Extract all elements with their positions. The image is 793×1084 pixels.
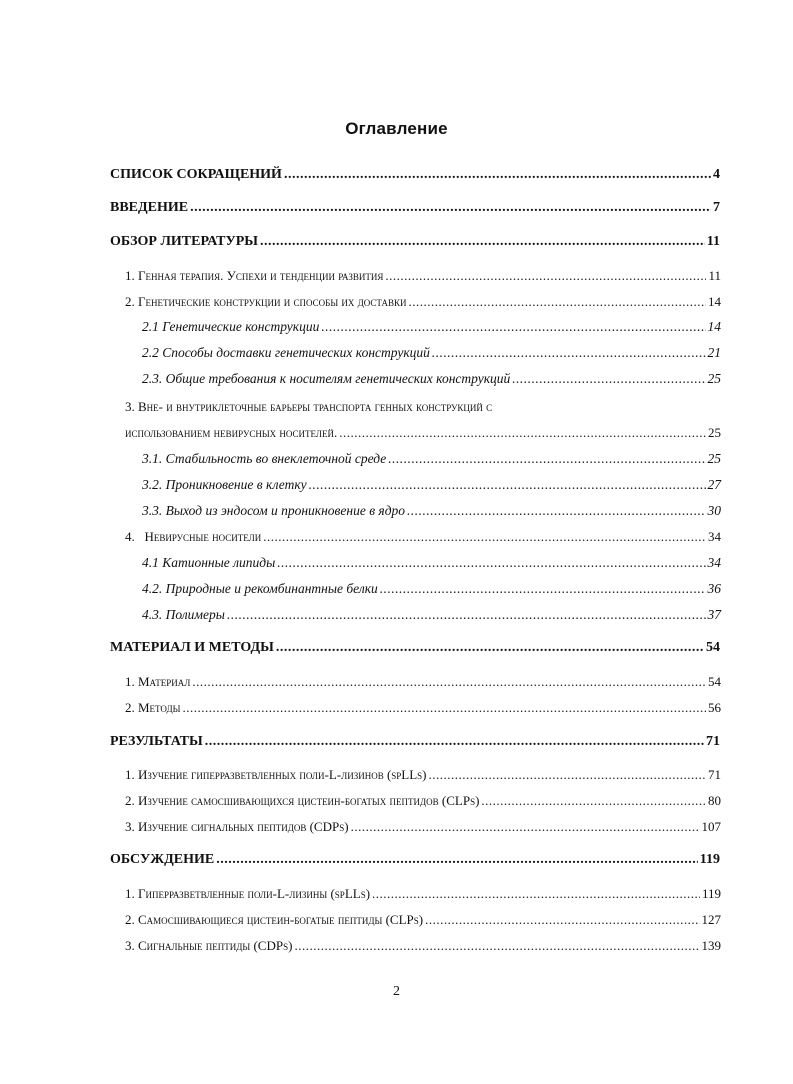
toc-entry-page: 14	[707, 319, 721, 334]
toc-entry-discussion-cdp[interactable]	[125, 938, 721, 954]
toc-entry-text: 1. Материал	[125, 674, 191, 689]
toc-entry-page: 21	[707, 345, 721, 360]
toc-entry-literature-review[interactable]	[110, 234, 720, 250]
toc-entry-extracellular-stability[interactable]	[142, 451, 721, 467]
toc-entry-page: 127	[701, 912, 721, 927]
toc-entry-text: 3.1. Стабильность во внеклеточной среде	[142, 451, 387, 466]
toc-entry-results-cdp[interactable]	[125, 819, 721, 835]
toc-entry-results-clp[interactable]	[125, 793, 721, 809]
toc-entry-page: 71	[706, 734, 720, 749]
toc-entry-text: РЕЗУЛЬТАТЫ	[110, 734, 203, 749]
toc-entry-text: 2.3. Общие требования к носителям генетических конструкций	[142, 371, 511, 386]
toc-entry-page: 34	[708, 529, 721, 544]
toc-entry-text: 1. Гиперразветвленные поли-L-лизины (spLLs)	[125, 886, 371, 901]
toc-entry-introduction[interactable]	[110, 200, 720, 216]
toc-entry-cell-penetration[interactable]	[142, 477, 721, 493]
toc-entry-text: ОБЗОР ЛИТЕРАТУРЫ	[110, 234, 259, 249]
toc-entry-page: 14	[708, 294, 721, 309]
page-number: 2	[393, 984, 400, 999]
toc-entry-text: 2.1 Генетические конструкции	[142, 319, 320, 334]
toc-entry-materials-methods[interactable]	[110, 640, 720, 656]
toc-entry-page: 36	[707, 581, 721, 596]
toc-entry-page: 80	[708, 793, 721, 808]
toc-entry-proteins[interactable]	[142, 581, 721, 597]
toc-entry-page: 139	[701, 938, 721, 953]
toc-entry-delivery-methods[interactable]	[142, 345, 721, 361]
toc-entry-page: 56	[708, 700, 721, 715]
toc-entry-text: 3. Изучение сигнальных пептидов (CDPs)	[125, 819, 349, 834]
toc-entry-page: 30	[707, 503, 721, 518]
toc-entry-barriers-line1[interactable]: 3. Вне- и внутриклеточные барьеры транспорта генных конструкций с	[125, 399, 493, 414]
toc-entry-text: 3. Сигнальные пептиды (CDPs)	[125, 938, 293, 953]
toc-entry-page: 34	[707, 555, 721, 570]
toc-entry-page: 25	[707, 451, 721, 466]
toc-entry-carrier-requirements[interactable]	[142, 371, 721, 387]
toc-entry-page: 107	[701, 819, 721, 834]
toc-entry-material[interactable]	[125, 674, 721, 690]
toc-entry-text: ОБСУЖДЕНИЕ	[110, 852, 215, 867]
toc-entry-cationic-lipids[interactable]	[142, 555, 721, 571]
toc-entry-page: 25	[708, 425, 721, 440]
toc-entry-text: МАТЕРИАЛ И МЕТОДЫ	[110, 640, 274, 655]
toc-entry-results[interactable]	[110, 734, 720, 750]
toc-entry-page: 25	[707, 371, 721, 386]
toc-entry-text: 4.1 Катионные липиды	[142, 555, 276, 570]
toc-entry-discussion-spll[interactable]	[125, 886, 721, 902]
toc-entry-page: 7	[713, 200, 720, 215]
toc-entry-endosome-escape[interactable]	[142, 503, 721, 519]
toc-entry-genetic-constructs[interactable]	[142, 319, 721, 335]
toc-entry-text: 3.3. Выход из эндосом и проникновение в ядро	[142, 503, 406, 518]
toc-entry-abbreviations[interactable]	[110, 167, 720, 183]
toc-entry-text: ВВЕДЕНИЕ	[110, 200, 189, 215]
toc-entry-polymers[interactable]	[142, 607, 721, 623]
toc-entry-text: 2.2 Способы доставки генетических конструкций	[142, 345, 430, 360]
toc-entry-results-spll[interactable]	[125, 767, 721, 783]
toc-entry-page: 4	[713, 167, 720, 182]
toc-entry-genetic-constructs-delivery[interactable]	[125, 294, 721, 310]
toc-entry-text: 2. Изучение самосшивающихся цистеин-богатых пептидов (CLPs)	[125, 793, 480, 808]
toc-entry-text: 2. Методы	[125, 700, 181, 715]
toc-entry-page: 11	[706, 234, 720, 249]
toc-entry-nonviral-carriers[interactable]	[125, 529, 721, 545]
toc-entry-page: 54	[706, 640, 720, 655]
toc-entry-page: 27	[707, 477, 721, 492]
toc-entry-page: 119	[701, 886, 721, 901]
toc-entry-page: 71	[708, 767, 721, 782]
page-title: Оглавление	[345, 119, 448, 138]
toc-entry-barriers[interactable]	[125, 425, 721, 441]
toc-entry-discussion-clp[interactable]	[125, 912, 721, 928]
toc-entry-page: 54	[708, 674, 721, 689]
toc-entry-text: 4. Невирусные носители	[125, 529, 262, 544]
toc-entry-page: 119	[699, 852, 720, 867]
toc-entry-text: СПИСОК СОКРАЩЕНИЙ	[110, 167, 282, 182]
toc-entry-text: 4.3. Полимеры	[142, 607, 225, 622]
toc-entry-methods[interactable]	[125, 700, 721, 716]
toc-entry-text: 1. Изучение гиперразветвленных поли-L-лизинов (spLLs)	[125, 767, 427, 782]
toc-entry-gene-therapy[interactable]	[125, 268, 721, 284]
toc-entry-text: 1. Генная терапия. Успехи и тенденции развития	[125, 268, 384, 283]
toc-entry-text: 2. Генетические конструкции и способы их доставки	[125, 294, 407, 309]
toc-entry-page: 37	[707, 607, 721, 622]
toc-entry-text: 4.2. Природные и рекомбинантные белки	[142, 581, 378, 596]
toc-entry-text: 2. Самосшивающиеся цистеин-богатые пептиды (CLPs)	[125, 912, 424, 927]
toc-entry-discussion[interactable]	[110, 852, 720, 868]
toc-entry-text: использованием невирусных носителей.	[125, 425, 338, 440]
toc-entry-text: 3.2. Проникновение в клетку	[142, 477, 307, 492]
toc-entry-page: 11	[708, 268, 721, 283]
